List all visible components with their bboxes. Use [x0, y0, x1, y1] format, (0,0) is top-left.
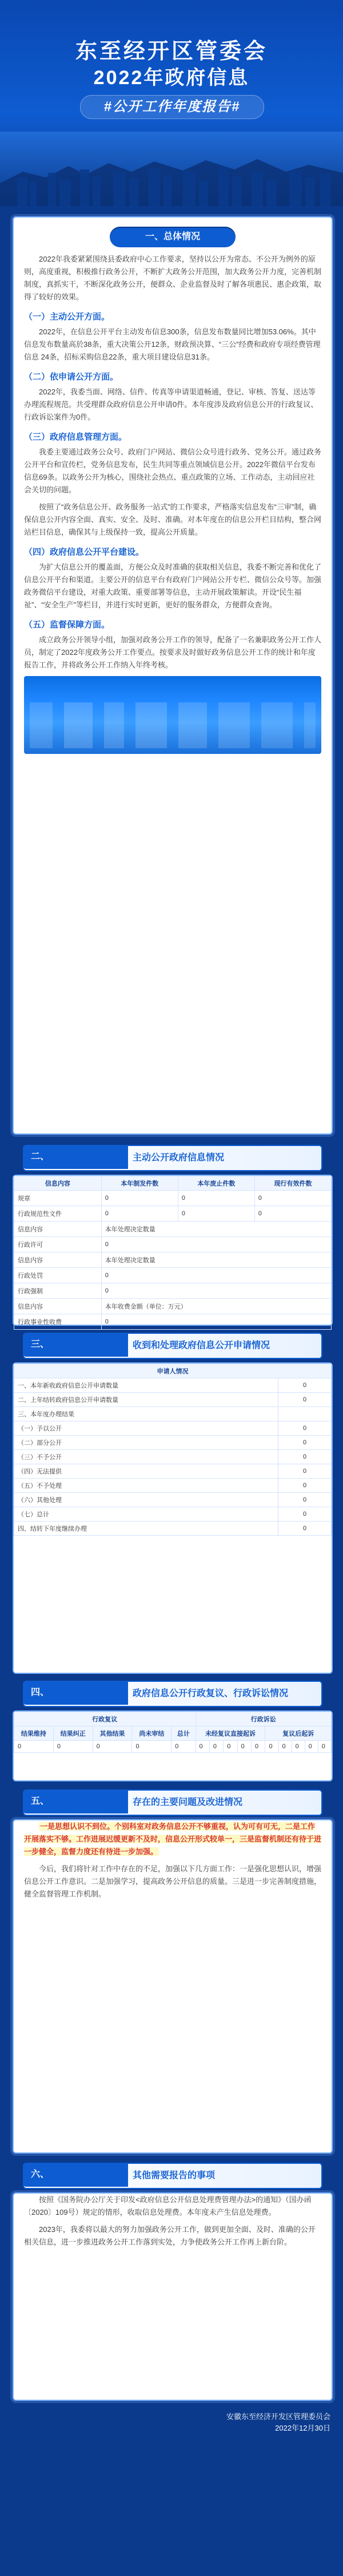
t1-row [14, 1206, 332, 1222]
t3-cell: 0 [237, 1741, 251, 1753]
t1-cell: 0 [254, 1191, 331, 1206]
t3-sub: 结果维持 [14, 1726, 54, 1741]
t2-row [14, 1522, 332, 1536]
header-banner [0, 0, 343, 206]
t2-cell: 0 [278, 1493, 332, 1507]
t1-cell: 信息内容 [14, 1253, 102, 1268]
t2-cell: 0 [278, 1507, 332, 1522]
section-2-ribbon [23, 1145, 322, 1171]
section-1a-title: （一）主动公开方面。 [24, 312, 110, 322]
section-1a-text: 2022年，在信息公开平台主动发布信息300条，信息发布数量同比增加53.06%。其中信息发布数量高於38条，重大决策公开12条，财政预决算、“三公”经费和政府专项经费管理信息 24条，招标采购信息22条，重大项目建设信息31条。 [24, 327, 321, 361]
t1-cell: 0 [101, 1283, 331, 1299]
t3-h-review: 行政复议 [14, 1712, 196, 1726]
t1-row [14, 1283, 332, 1299]
t1-cell: 本年处理决定数量 [101, 1222, 331, 1237]
t2-row [14, 1450, 332, 1464]
section-3-label: 三、 [23, 1333, 128, 1357]
section-6-ribbon [23, 2163, 322, 2189]
section-5-ribbon [23, 1789, 322, 1816]
t2-row [14, 1507, 332, 1522]
t2-row [14, 1493, 332, 1507]
t3-sub: 结果纠正 [53, 1726, 93, 1741]
section-2-title: 主动公开政府信息情况 [133, 1153, 225, 1163]
t1-row [14, 1299, 332, 1314]
section-4-title: 政府信息公开行政复议、行政诉讼情况 [133, 1689, 289, 1698]
t1-h3: 本年废止件数 [178, 1176, 254, 1191]
t3-sub: 其他结果 [93, 1726, 132, 1741]
t2-row [14, 1407, 332, 1421]
other-matters-panel [13, 2192, 333, 2401]
t3-cell: 0 [196, 1741, 209, 1753]
section-1c-text: 我委主要通过政务公众号、政府门户网站、微信公众号进行政务、党务公开。通过政务公开平台和宣传栏，党务信息发布，民生共同等重点领域信息公开。2022年微信平台发布信息69条。以政务公开为核心，围绕社会热点、重点政策的立场、工作动态，主动回应社会关切的问题。 [24, 448, 322, 494]
t1-row [14, 1237, 332, 1253]
t1-cell: 0 [101, 1206, 178, 1222]
t1-cell: 行政规范性文件 [14, 1206, 102, 1222]
table-2-box [13, 1362, 333, 1674]
image-decoration [30, 702, 316, 748]
t1-cell: 行政强制 [14, 1283, 102, 1299]
section-6-label: 六、 [23, 2163, 128, 2187]
issues-panel [13, 1819, 333, 2154]
t1-cell: 信息内容 [14, 1222, 102, 1237]
title-line-1: 东至经开区管委会 [75, 39, 268, 64]
t2-cell: 三、本年度办理结果 [14, 1407, 278, 1421]
t2-row [14, 1421, 332, 1436]
t1-h4: 现行有效件数 [254, 1176, 331, 1191]
section-1b-text: 2022年，我委当面、网络、信件、传真等申请渠道畅通，登记、审核、答复、送达等办理流程规范。共受理群众政府信息公开申请0件。本年度涉及政府信息公开的行政复议、行政诉讼案件为0件。 [24, 388, 318, 421]
t3-cell: 0 [278, 1741, 292, 1753]
t2-row [14, 1378, 332, 1393]
t2-cell: （七）总计 [14, 1507, 278, 1522]
section-4-ribbon [23, 1681, 322, 1707]
t3-row [14, 1741, 332, 1753]
t2-cell: 一、本年新收政府信息公开申请数量 [14, 1378, 278, 1393]
t2-cell: 四、结转下年度继续办理 [14, 1522, 278, 1536]
t3-cell: 0 [209, 1741, 223, 1753]
t3-h-litigation: 行政诉讼 [196, 1712, 332, 1726]
t3-cell: 0 [224, 1741, 237, 1753]
table-3-box [13, 1710, 333, 1781]
t2-cell: （四）无法提供 [14, 1464, 278, 1479]
intro-paragraph: 2022年我委紧紧围绕县委政府中心工作要求，坚持以公开为常态、不公开为例外的原则，高度重视，积极推行政务公开，不断扩大政务公开范围，加大政务公开力度，完善机制制度，真抓实干，不断深化政务公开，便群众、企业监督及时了解各项惠民、惠企政策，取得了较好的效果。 [24, 255, 322, 301]
t2-cell: （二）部分公开 [14, 1436, 278, 1450]
t1-cell: 0 [101, 1237, 331, 1253]
section-3-title: 收到和处理政府信息公开申请情况 [133, 1341, 270, 1350]
t1-cell: 本年处理决定数量 [101, 1253, 331, 1268]
table-1-box [13, 1175, 333, 1326]
other-matters-text-2: 2023年，我委将以最大的努力加强政务公开工作，做到更加全面、及时、准确的公开相关信息，进一步推进政务公开工作落到实处，力争使政务公开工作再上新台阶。 [24, 2225, 316, 2246]
t1-cell: 行政处罚 [14, 1268, 102, 1283]
t3-cell: 0 [318, 1741, 331, 1753]
t3-cell: 0 [14, 1741, 54, 1753]
footer-date: 2022年12月30日 [275, 2424, 330, 2432]
t2-row [14, 1479, 332, 1493]
t1-cell: 行政事业性收费 [14, 1314, 102, 1330]
t1-row [14, 1253, 332, 1268]
t3-cell: 0 [305, 1741, 318, 1753]
section-1b-title: （二）依申请公开方面。 [24, 372, 119, 382]
title-line-2: 2022年政府信息 [93, 67, 250, 89]
t1-cell: 0 [101, 1268, 331, 1283]
t1-row [14, 1268, 332, 1283]
t3-cell: 0 [172, 1741, 196, 1753]
t1-cell: 行政许可 [14, 1237, 102, 1253]
table-3 [14, 1712, 332, 1753]
table-1 [14, 1176, 332, 1330]
overall-situation-panel [13, 216, 333, 1135]
t1-h1: 信息内容 [14, 1176, 102, 1191]
section-1-title: 一、总体情况 [110, 227, 236, 247]
t2-cell: 0 [278, 1393, 332, 1407]
skyline-illustration [0, 132, 343, 206]
t2-cell: 0 [278, 1464, 332, 1479]
title-line-3: #公开工作年度报告# [103, 99, 241, 114]
t2-row [14, 1464, 332, 1479]
t2-cell: 0 [278, 1479, 332, 1493]
section-1-image [24, 676, 321, 754]
t1-cell: 信息内容 [14, 1299, 102, 1314]
footer [13, 2411, 330, 2434]
t2-cell: 二、上年结转政府信息公开申请数量 [14, 1393, 278, 1407]
issues-highlight: 一是思想认识不到位。个别科室对政务信息公开不够重视，认为可有可无，二是工作开展落实不够。工作进展迟缓更新不及时，信息公开形式较单一，三是监督机制还有待于进一步健全，监督力度还有待进一步加强。 [24, 1822, 322, 1856]
t3-cell: 0 [132, 1741, 172, 1753]
t3-sub: 未经复议直接起诉 [196, 1726, 265, 1741]
t2-cell: （一）予以公开 [14, 1421, 278, 1436]
t1-row [14, 1314, 332, 1330]
t1-cell: 0 [178, 1206, 254, 1222]
t1-cell: 本年收费金额（单位：万元） [101, 1299, 331, 1314]
t3-sub: 尚未审结 [132, 1726, 172, 1741]
t1-cell: 规章 [14, 1191, 102, 1206]
t2-cell: 0 [278, 1436, 332, 1450]
t3-sub: 复议后起诉 [265, 1726, 332, 1741]
issues-paragraph-1 [24, 1820, 321, 1858]
t3-cell: 0 [53, 1741, 93, 1753]
t1-row [14, 1191, 332, 1206]
section-1e-text: 成立政务公开领导小组，加强对政务公开工作的领导，配备了一名兼职政务公开工作人员，制定了2022年度政务公开工作要点。按要求及时做好政务信息公开工作的统计和年度报告工作，并将政务公开工作纳入年终考核。 [24, 635, 322, 669]
t1-cell: 0 [101, 1191, 178, 1206]
t1-h2: 本年制发件数 [101, 1176, 178, 1191]
t2-cell: 0 [278, 1522, 332, 1536]
section-6-title: 其他需要报告的事项 [133, 2171, 216, 2180]
section-3-ribbon [23, 1333, 322, 1359]
t2-header: 申请人情况 [14, 1364, 332, 1378]
t2-cell: 0 [278, 1421, 332, 1436]
t1-cell: 0 [178, 1191, 254, 1206]
issues-paragraph-2: 今后，我们将针对工作中存在的不足，加强以下几方面工作：一是强化思想认识，增强信息公开工作意识。二是加强学习，提高政务公开信息的质量。三是进一步完善制度措施，健全监督管理工作机制。 [24, 1864, 322, 1898]
t1-cell: 0 [254, 1206, 331, 1222]
table-2 [14, 1364, 332, 1536]
section-1d-title: （四）政府信息公开平台建设。 [24, 547, 145, 557]
section-5-title: 存在的主要问题及改进情况 [133, 1797, 243, 1807]
t2-cell: 0 [278, 1450, 332, 1464]
t2-cell: （六）其他处理 [14, 1493, 278, 1507]
section-4-label: 四、 [23, 1681, 128, 1705]
section-1c-title: （三）政府信息管理方面。 [24, 432, 127, 442]
section-1c-text-2: 按照了“政务信息公开、政务服务一站式”的工作要求，严格落实信息发布“三审”制，确保信息公开内容全面、真实、安全、及时、准确。对本年度在的信息公开栏目结构，整合网站栏目信息，确保其与上级保持一致，提高公开质量。 [24, 503, 322, 536]
t1-cell: 0 [101, 1314, 331, 1330]
t2-cell: （三）不予公开 [14, 1450, 278, 1464]
footer-org: 安徽东至经济开发区管理委员会 [226, 2412, 330, 2421]
t2-cell: 0 [278, 1378, 332, 1393]
section-1e-title: （五）监督保障方面。 [24, 620, 110, 630]
hash-title-bar [80, 95, 264, 119]
t2-row [14, 1436, 332, 1450]
t3-sub: 总计 [172, 1726, 196, 1741]
t2-cell [278, 1407, 332, 1421]
t3-cell: 0 [265, 1741, 278, 1753]
t3-cell: 0 [252, 1741, 265, 1753]
t2-row [14, 1393, 332, 1407]
t2-cell: （五）不予处理 [14, 1479, 278, 1493]
other-matters-text: 按照《国务院办公厅关于印发<政府信息公开信息处理费管理办法>的通知》（国办函〔2020〕109号）规定的情形，收取信息处理费。本年度未产生信息处理费。 [24, 2195, 312, 2217]
t3-cell: 0 [93, 1741, 132, 1753]
t1-row [14, 1222, 332, 1237]
section-2-label: 二、 [23, 1145, 128, 1169]
t3-cell: 0 [292, 1741, 305, 1753]
section-5-label: 五、 [23, 1789, 128, 1814]
section-1d-text: 为扩大信息公开的覆盖面，方便公众及时准确的获取相关信息，我委不断完善和优化了信息公开平台和渠道。主要公开的信息平台有政府门户网站公开专栏、微信公众号等。加强政务微信平台建设，对重大政策、重要部署等信息，主动开展政策解读。开设“民生福祉”、“安全生产”等栏目，并进行实时更新，更好的服务群众，方便群众查询。 [24, 563, 322, 609]
